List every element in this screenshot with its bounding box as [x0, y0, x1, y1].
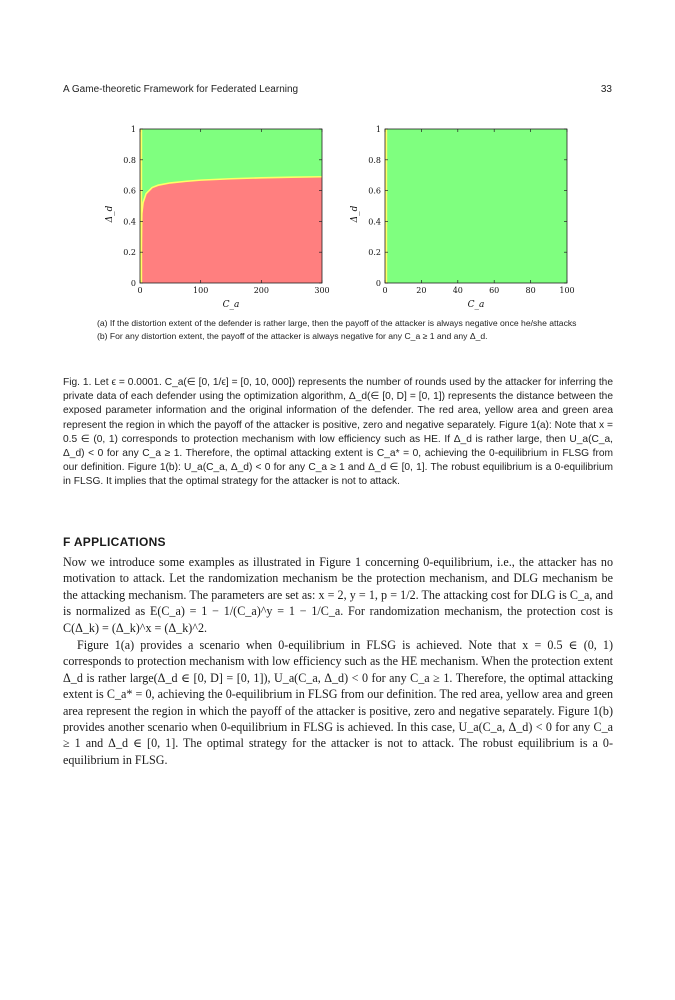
x-tick-label: 0	[137, 286, 143, 295]
y-tick-label: 0.4	[123, 217, 136, 227]
running-header	[63, 84, 612, 95]
x-axis-label: C_a	[467, 300, 485, 310]
region-red	[141, 177, 322, 283]
x-tick-label: 0	[382, 286, 388, 295]
running-header-title: A Game-theoretic Framework for Federated Learning	[63, 84, 299, 95]
figure-1	[0, 110, 675, 310]
y-tick-label: 1	[375, 125, 381, 134]
x-tick-label: 80	[525, 286, 536, 295]
paragraph-1-text: Now we introduce some examples as illustrated in Figure 1 concerning 0-equilibrium, i.e., the attacker has no motivation to attack. Let the randomization mechanism be the protection mechanism, and DLG mechanism be the attacking mechanism. The parameters are set as: x = 2, y = 1, p = 1/2. The attacking cost for DLG is C_a, and is normalized as E(C_a) = 1 − 1/(C_a)^y = 1 − 1/C_a. For randomization mechanism, the protection cost is C(Δ_k) = (Δ_k)^x = (Δ_k)^2.	[63, 555, 613, 635]
caption-b: (b) For any distortion extent, the payoff of the attacker is always negative for any C_a ≥ 1 and any Δ_d.	[97, 331, 488, 342]
x-tick-label: 20	[416, 286, 427, 295]
x-tick-label: 100	[559, 286, 575, 295]
y-tick-label: 0.6	[368, 186, 381, 196]
x-tick-label: 40	[452, 286, 463, 295]
figure-caption	[97, 317, 597, 344]
body-paragraph-1	[63, 554, 613, 636]
x-tick-label: 100	[193, 286, 209, 295]
x-tick-label: 200	[253, 286, 269, 295]
section-heading: F APPLICATIONS	[63, 535, 166, 549]
body-paragraph-2	[63, 637, 613, 768]
y-tick-label: 0	[375, 279, 381, 288]
page-number: 33	[600, 84, 612, 95]
y-axis-label: Δ_d	[350, 205, 360, 223]
y-axis-label: Δ_d	[105, 205, 115, 223]
y-tick-label: 1	[130, 125, 136, 134]
x-tick-label: 300	[314, 286, 330, 295]
figure-note: Fig. 1. Let ϵ = 0.0001. C_a(∈ [0, 1/ϵ] = [0, 10, 000]) represents the number of rounds used by the attacker for inferring the private data of each defender using the optimization algorithm, Δ_d(∈ [0, D] = [0, 1]) represents the distance between the exposed parameter information and the original information of the defender. The red area, yellow area and green area represent the region in which the payoff of the attacker is positive, zero and negative separately. Figure 1(a): Note that x = 0.5 ∈ (0, 1) corresponds to protection mechanism with low efficiency such as HE. If Δ_d is rather large, then U_a(C_a, Δ_d) < 0 for any C_a ≥ 1. Therefore, the optimal attacking extent is C_a* = 0, achieving the 0-equilibrium in FLSG from our definition. Figure 1(b): U_a(C_a, Δ_d) < 0 for any C_a ≥ 1 and Δ_d ∈ [0, 1]. The robust equilibrium is a 0-equilibrium in FLSG. It implies that the optimal strategy for the attacker is not to attack.	[63, 377, 613, 488]
y-tick-label: 0.8	[123, 155, 136, 165]
y-tick-label: 0.2	[123, 248, 136, 258]
region-green	[385, 129, 567, 283]
paragraph-2-text: Figure 1(a) provides a scenario when 0-equilibrium in FLSG is achieved. Note that x = 0.5 ∈ (0, 1) corresponds to protection mechanism with low efficiency such as the HE mechanism. When the protection extent Δ_d is rather large(Δ_d ∈ [0, D] = [0, 1]), U_a(C_a, Δ_d) < 0 for any C_a ≥ 1. Therefore, the optimal attacking extent is C_a* = 0, achieving the 0-equilibrium in FLSG from our definition. The red area, yellow area and green area represent the region in which the payoff of the attacker is positive, zero and negative separately. Figure 1(b) provides another scenario when 0-equilibrium in FLSG is achieved. In this case, U_a(C_a, Δ_d) < 0 for any C_a ≥ 1 and Δ_d ∈ [0, 1]. The optimal strategy for the attacker is not to attack. The robust equilibrium is a 0-equilibrium in FLSG.	[63, 638, 613, 767]
y-tick-label: 0.8	[368, 155, 381, 165]
chart-panel-a	[105, 125, 330, 310]
chart-panel-b	[350, 125, 575, 310]
y-tick-label: 0.4	[368, 217, 381, 227]
y-tick-label: 0.2	[368, 248, 381, 258]
x-axis-label: C_a	[222, 300, 240, 310]
y-tick-label: 0.6	[123, 186, 136, 196]
y-tick-label: 0	[130, 279, 136, 288]
x-tick-label: 60	[489, 286, 500, 295]
caption-a: (a) If the distortion extent of the defender is rather large, then the payoff of the attacker is always negative once he/she attacks	[97, 318, 577, 328]
